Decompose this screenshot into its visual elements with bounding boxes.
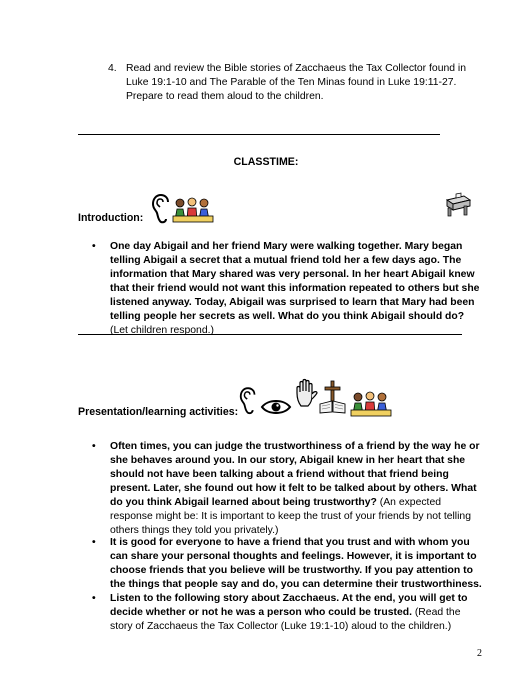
ear-icon <box>150 194 174 224</box>
bullet-bold-text: Listen to the following story about Zacchaeus. At the end, you will get to decide whether or not he was a person who could be trusted. <box>110 593 468 618</box>
list-item-number: 4. <box>108 63 117 74</box>
divider-line <box>78 134 440 135</box>
page-number: 2 <box>477 648 482 659</box>
cross-book-icon <box>318 380 348 414</box>
bullet-text <box>110 440 484 538</box>
hand-icon <box>294 378 320 408</box>
bullet-text <box>110 536 484 592</box>
bullet-mark: • <box>92 537 96 548</box>
introduction-bullet <box>92 240 482 338</box>
presentation-bullet-3 <box>92 592 484 634</box>
presentation-bullet-2 <box>92 536 484 592</box>
divider-line <box>78 334 462 335</box>
presentation-heading: Presentation/learning activities: <box>78 406 239 418</box>
bullet-bold-text: Often times, you can judge the trustworthiness of a friend by the way he or she behaves around you. In our story, Abigail knew in her heart that she should not have been talking about a friend without that friend being present. Later, she found out how it felt to be talked about by others. What do you think Abigail learned about being trustworthy? <box>110 441 480 508</box>
classtime-heading: CLASSTIME: <box>233 156 299 168</box>
bullet-bold-text: It is good for everyone to have a friend that you trust and with whom you can share your personal thoughts and feelings. However, it is important to choose friends that you believe will be trustworthy. If you pay attention to the things that people say and do, you can determine their trustworthiness. <box>110 537 482 590</box>
desk-icon <box>444 192 472 218</box>
bullet-mark: • <box>92 241 96 252</box>
bullet-text <box>110 240 482 338</box>
bullet-bold-text: One day Abigail and her friend Mary were walking together. Mary began telling Abigail a secret that a mutual friend told her a few days ago. The information that Mary shared was very personal. In her heart Abigail knew that their friend would not want this information repeated to others but she listened anyway. Today, Abigail was surprised to learn that Mary had been telling people her secrets as well. What do you think Abigail should do? <box>110 241 480 322</box>
introduction-heading: Introduction: <box>78 212 144 224</box>
bullet-note-text: (Read the story of Zacchaeus the Tax Collector (Luke 19:1-10) aloud to the children.) <box>110 607 461 632</box>
bullet-mark: • <box>92 593 96 604</box>
children-group-icon <box>350 390 392 418</box>
bullet-note-text: (An expected response might be: It is important to keep the trust of your friends by not telling others things they told you privately.) <box>110 497 471 536</box>
presentation-bullet-1 <box>92 440 484 538</box>
eye-icon <box>260 398 292 416</box>
list-item-4 <box>108 62 478 104</box>
children-group-icon <box>172 196 214 224</box>
bullet-mark: • <box>92 441 96 452</box>
ear-icon <box>238 386 260 416</box>
list-item-text: Read and review the Bible stories of Zacchaeus the Tax Collector found in Luke 19:1-10 and The Parable of the Ten Minas found in Luke 19:11-27. Prepare to read them aloud to the children. <box>126 63 467 102</box>
bullet-note-text: (Let children respond.) <box>110 325 214 336</box>
bullet-text <box>110 592 484 634</box>
